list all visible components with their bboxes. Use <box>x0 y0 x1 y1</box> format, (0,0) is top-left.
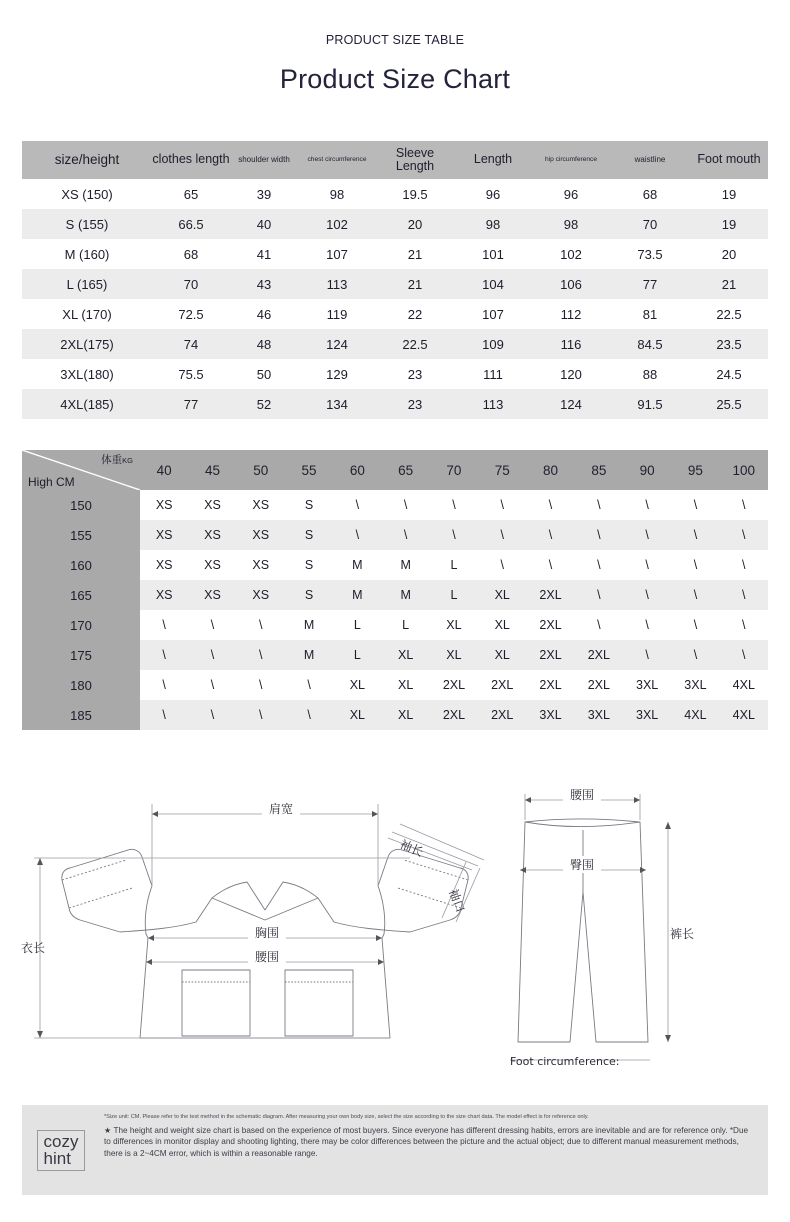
size-table-col-header: size/height <box>54 151 120 167</box>
table-row <box>22 550 768 580</box>
recommended-size-cell: 4XL <box>720 670 768 700</box>
recommended-size-cell: M <box>285 610 333 640</box>
recommended-size-cell: XL <box>333 670 381 700</box>
recommended-size-cell: \ <box>285 670 333 700</box>
measurement-cell: 106 <box>560 276 582 292</box>
table-row <box>22 179 768 209</box>
measurement-cell: 77 <box>183 396 199 412</box>
measurement-cell: 46 <box>256 306 272 322</box>
size-label-cell: L (165) <box>66 276 108 292</box>
recommended-size-cell: \ <box>720 490 768 520</box>
recommended-size-cell: \ <box>575 580 623 610</box>
measurement-cell: 23 <box>407 396 423 412</box>
recommended-size-cell: M <box>382 550 430 580</box>
recommended-size-cell: 2XL <box>526 640 574 670</box>
table-row <box>22 640 768 670</box>
measurement-cell: 134 <box>326 396 348 412</box>
recommended-size-cell: S <box>285 580 333 610</box>
measurement-cell: 124 <box>326 336 348 352</box>
weight-column-header: 75 <box>494 462 510 478</box>
recommended-size-cell: \ <box>526 490 574 520</box>
footer-note-size-unit: *Size unit: CM. Please refer to the test method in the schematic diagram. After measuring your own body size, select the size according to the size chart data. The model effect is for reference only. <box>104 1114 589 1120</box>
size-label-cell: 2XL(175) <box>60 336 114 352</box>
recommended-size-cell: 2XL <box>526 610 574 640</box>
recommended-size-cell: 3XL <box>623 670 671 700</box>
label-shoulder-width: 肩宽 <box>268 802 294 816</box>
measurement-cell: 40 <box>256 216 272 232</box>
brand-logo-line2: hint <box>43 1148 71 1168</box>
recommended-size-cell: S <box>285 490 333 520</box>
footer-note-disclaimer: ★ The height and weight size chart is based on the experience of most buyers. Since everyone has different dressing habits, errors are inevitable and are for reference only. *Due to differences in monitor display and shooting lighting, there may be color differences between the picture and the actual object; due to different manual measurement methods, there is a 2~4CM error, which is within a reasonable range. <box>104 1125 749 1159</box>
height-axis-label: High CM <box>28 475 75 489</box>
recommended-size-cell: S <box>285 520 333 550</box>
size-label-cell: M (160) <box>64 246 110 262</box>
recommend-table-header <box>22 450 768 490</box>
size-table-header-row <box>22 141 768 179</box>
measurement-cell: 73.5 <box>637 246 663 262</box>
measurement-cell: 20 <box>721 246 737 262</box>
table-row <box>22 269 768 299</box>
weight-column-header: 90 <box>639 462 655 478</box>
recommended-size-cell: \ <box>188 610 236 640</box>
recommended-size-cell: \ <box>671 490 719 520</box>
measurement-cell: 104 <box>482 276 504 292</box>
measurement-cell: 98 <box>329 186 345 202</box>
table-row <box>22 299 768 329</box>
weight-column-header: 60 <box>349 462 365 478</box>
weight-axis-text: 体重 <box>101 454 123 466</box>
measurement-cell: 19.5 <box>402 186 428 202</box>
size-table-col-header: Foot mouth <box>697 152 761 167</box>
weight-column-header: 70 <box>446 462 462 478</box>
shirt-dimension-lines <box>34 804 484 1038</box>
recommended-size-cell: 3XL <box>575 700 623 730</box>
measurement-cell: 75.5 <box>178 366 204 382</box>
weight-column-header: 50 <box>253 462 269 478</box>
recommended-size-cell: \ <box>237 640 285 670</box>
measurement-cell: 124 <box>560 396 582 412</box>
recommended-size-cell: \ <box>671 550 719 580</box>
recommended-size-cell: \ <box>188 640 236 670</box>
table-row <box>22 670 768 700</box>
measurement-cell: 91.5 <box>637 396 663 412</box>
recommended-size-cell: 2XL <box>526 580 574 610</box>
recommended-size-cell: 2XL <box>430 700 478 730</box>
recommended-size-cell: \ <box>430 520 478 550</box>
measurement-cell: 21 <box>407 276 423 292</box>
recommended-size-cell: \ <box>333 520 381 550</box>
recommended-size-cell: \ <box>478 490 526 520</box>
recommended-size-cell: XL <box>430 640 478 670</box>
measurement-cell: 22.5 <box>716 306 742 322</box>
measurement-cell: 81 <box>642 306 658 322</box>
measurement-cell: 113 <box>326 276 348 292</box>
label-chest: 胸围 <box>254 926 280 940</box>
recommended-size-cell: \ <box>526 520 574 550</box>
measurement-cell: 66.5 <box>178 216 204 232</box>
measurement-cell: 21 <box>407 246 423 262</box>
recommended-size-cell: XL <box>382 670 430 700</box>
recommended-size-cell: L <box>430 580 478 610</box>
recommended-size-cell: \ <box>671 520 719 550</box>
recommended-size-cell: \ <box>140 670 188 700</box>
recommended-size-cell: XS <box>188 580 236 610</box>
recommended-size-cell: XS <box>237 580 285 610</box>
label-hip: 臀围 <box>569 858 595 872</box>
recommended-size-cell: XL <box>333 700 381 730</box>
recommended-size-cell: \ <box>623 580 671 610</box>
measurement-cell: 43 <box>256 276 272 292</box>
table-row <box>22 239 768 269</box>
table-row <box>22 580 768 610</box>
recommended-size-cell: \ <box>237 700 285 730</box>
table-row <box>22 520 768 550</box>
recommended-size-cell: L <box>333 610 381 640</box>
recommended-size-cell: 4XL <box>671 700 719 730</box>
weight-column-header: 80 <box>543 462 559 478</box>
measurement-cell: 111 <box>483 366 503 382</box>
size-table-container <box>22 141 768 419</box>
recommended-size-cell: \ <box>575 610 623 640</box>
measurement-cell: 112 <box>560 306 582 322</box>
recommended-size-cell: \ <box>575 520 623 550</box>
size-label-cell: 3XL(180) <box>60 366 114 382</box>
height-row-header: 180 <box>22 670 140 700</box>
recommended-size-cell: \ <box>140 640 188 670</box>
size-table-col-header: waistline <box>634 154 666 164</box>
table-row <box>22 700 768 730</box>
measurement-cell: 21 <box>721 276 737 292</box>
recommended-size-cell: 2XL <box>526 670 574 700</box>
measurement-cell: 98 <box>485 216 501 232</box>
recommended-size-cell: \ <box>333 490 381 520</box>
recommended-size-cell: 3XL <box>526 700 574 730</box>
recommended-size-cell: M <box>333 550 381 580</box>
recommended-size-cell: \ <box>720 550 768 580</box>
measurement-cell: 129 <box>326 366 348 382</box>
measurement-cell: 25.5 <box>716 396 742 412</box>
recommended-size-cell: L <box>333 640 381 670</box>
recommended-size-cell: \ <box>623 640 671 670</box>
measurement-cell: 24.5 <box>716 366 742 382</box>
measurement-cell: 39 <box>256 186 272 202</box>
recommended-size-cell: XS <box>237 520 285 550</box>
recommend-table <box>22 450 768 730</box>
size-table-col-header: clothes length <box>152 152 230 167</box>
measurement-cell: 22.5 <box>402 336 428 352</box>
recommended-size-cell: \ <box>623 490 671 520</box>
measurement-cell: 120 <box>560 366 582 382</box>
measurement-cell: 20 <box>407 216 423 232</box>
recommended-size-cell: \ <box>188 670 236 700</box>
weight-column-header: 55 <box>301 462 317 478</box>
recommended-size-cell: \ <box>382 520 430 550</box>
table-row <box>22 610 768 640</box>
recommend-table-corner-cell <box>22 450 140 490</box>
measurement-cell: 113 <box>482 396 504 412</box>
page-kicker: PRODUCT SIZE TABLE <box>325 33 465 47</box>
recommended-size-cell: \ <box>478 550 526 580</box>
recommended-size-cell: L <box>382 610 430 640</box>
recommended-size-cell: XL <box>478 640 526 670</box>
recommended-size-cell: \ <box>575 550 623 580</box>
footer-note <box>22 1105 768 1195</box>
measurement-cell: 109 <box>482 336 504 352</box>
recommended-size-cell: \ <box>623 610 671 640</box>
recommended-size-cell: \ <box>623 520 671 550</box>
recommended-size-cell: \ <box>720 640 768 670</box>
recommended-size-cell: \ <box>285 700 333 730</box>
measurement-cell: 52 <box>256 396 272 412</box>
table-row <box>22 329 768 359</box>
recommended-size-cell: 4XL <box>720 700 768 730</box>
recommended-size-cell: XL <box>382 700 430 730</box>
weight-column-header: 65 <box>398 462 414 478</box>
recommended-size-cell: XS <box>140 520 188 550</box>
size-table-col-header: hip circumference <box>544 155 598 163</box>
label-sleeve-length: 袖长 <box>397 837 426 860</box>
recommended-size-cell: 2XL <box>478 670 526 700</box>
measurement-cell: 102 <box>326 216 348 232</box>
recommended-size-cell: L <box>430 550 478 580</box>
height-row-header: 155 <box>22 520 140 550</box>
shirt-diagram <box>62 849 468 1044</box>
measurement-cell: 19 <box>721 216 737 232</box>
recommended-size-cell: \ <box>188 700 236 730</box>
measurement-cell: 70 <box>183 276 199 292</box>
size-table-col-header: chest circumference <box>307 155 367 163</box>
weight-column-header: 40 <box>156 462 172 478</box>
measurement-cell: 98 <box>563 216 579 232</box>
weight-column-header: 100 <box>732 462 756 478</box>
recommended-size-cell: \ <box>430 490 478 520</box>
size-table-header <box>22 141 768 179</box>
measurement-cell: 68 <box>642 186 658 202</box>
height-row-header: 150 <box>22 490 140 520</box>
recommended-size-cell: 2XL <box>478 700 526 730</box>
recommended-size-cell: \ <box>720 580 768 610</box>
recommended-size-cell: \ <box>140 700 188 730</box>
size-table <box>22 141 768 419</box>
label-cuff: 袖口 <box>446 886 468 915</box>
measurement-cell: 74 <box>183 336 199 352</box>
recommended-size-cell: \ <box>526 550 574 580</box>
height-row-header: 165 <box>22 580 140 610</box>
measurement-cell: 101 <box>482 246 504 262</box>
weight-axis-label <box>101 452 133 467</box>
recommended-size-cell: 2XL <box>430 670 478 700</box>
recommended-size-cell: XL <box>478 580 526 610</box>
recommended-size-cell: 2XL <box>575 670 623 700</box>
label-waist-top: 腰围 <box>254 950 280 964</box>
table-row <box>22 490 768 520</box>
recommended-size-cell: XS <box>140 580 188 610</box>
measurement-cell: 107 <box>326 246 348 262</box>
measurement-cell: 102 <box>560 246 582 262</box>
diagram-svg <box>0 742 790 1092</box>
size-label-cell: S (155) <box>65 216 109 232</box>
recommended-size-cell: XL <box>430 610 478 640</box>
recommended-size-cell: XS <box>237 490 285 520</box>
measurement-cell: 22 <box>407 306 423 322</box>
height-row-header: 185 <box>22 700 140 730</box>
measurement-cell: 72.5 <box>178 306 204 322</box>
weight-axis-unit: KG <box>122 456 134 465</box>
measurement-cell: 68 <box>183 246 199 262</box>
page-title: Product Size Chart <box>279 64 511 94</box>
recommended-size-cell: S <box>285 550 333 580</box>
recommended-size-cell: M <box>285 640 333 670</box>
recommended-size-cell: \ <box>671 640 719 670</box>
recommended-size-cell: XS <box>140 550 188 580</box>
size-label-cell: XL (170) <box>62 306 112 322</box>
size-table-col-header: shoulder width <box>238 154 290 164</box>
measurement-cell: 84.5 <box>637 336 663 352</box>
recommended-size-cell: XL <box>478 610 526 640</box>
label-pant-length: 裤长 <box>669 927 695 941</box>
height-row-header: 170 <box>22 610 140 640</box>
recommended-size-cell: XL <box>382 640 430 670</box>
size-table-body <box>22 179 768 419</box>
measurement-cell: 70 <box>642 216 658 232</box>
table-row <box>22 209 768 239</box>
table-row <box>22 389 768 419</box>
recommended-size-cell: \ <box>623 550 671 580</box>
recommend-table-container <box>22 450 768 730</box>
recommended-size-cell: \ <box>671 580 719 610</box>
measurement-cell: 96 <box>485 186 501 202</box>
recommended-size-cell: XS <box>188 550 236 580</box>
measurement-cell: 107 <box>482 306 504 322</box>
measurement-cell: 77 <box>642 276 658 292</box>
weight-column-header: 95 <box>687 462 703 478</box>
recommended-size-cell: \ <box>575 490 623 520</box>
measurement-cell: 41 <box>256 246 272 262</box>
recommended-size-cell: 2XL <box>575 640 623 670</box>
recommended-size-cell: \ <box>720 520 768 550</box>
label-foot-circumference: Foot circumference: <box>510 1055 620 1068</box>
measurement-cell: 23 <box>407 366 423 382</box>
measurement-diagrams <box>0 742 790 1092</box>
measurement-cell: 23.5 <box>716 336 742 352</box>
weight-column-header: 45 <box>204 462 220 478</box>
measurement-cell: 65 <box>183 186 199 202</box>
recommended-size-cell: XS <box>188 520 236 550</box>
recommended-size-cell: XS <box>188 490 236 520</box>
table-row <box>22 359 768 389</box>
recommended-size-cell: XS <box>237 550 285 580</box>
weight-column-header: 85 <box>591 462 607 478</box>
recommended-size-cell: \ <box>382 490 430 520</box>
size-label-cell: XS (150) <box>61 186 113 202</box>
size-table-col-header: Length <box>473 152 513 167</box>
recommended-size-cell: \ <box>671 610 719 640</box>
pants-diagram <box>518 819 648 1042</box>
brand-logo-line1: cozy <box>43 1131 79 1151</box>
measurement-cell: 116 <box>560 336 582 352</box>
recommended-size-cell: M <box>382 580 430 610</box>
recommended-size-cell: \ <box>237 610 285 640</box>
height-row-header: 160 <box>22 550 140 580</box>
recommend-table-header-row <box>22 450 768 490</box>
recommended-size-cell: 3XL <box>623 700 671 730</box>
label-clothes-length: 衣长 <box>20 941 46 955</box>
measurement-cell: 19 <box>721 186 737 202</box>
recommended-size-cell: \ <box>478 520 526 550</box>
size-label-cell: 4XL(185) <box>60 396 114 412</box>
recommend-table-body <box>22 490 768 730</box>
recommended-size-cell: \ <box>140 610 188 640</box>
measurement-cell: 88 <box>642 366 658 382</box>
recommended-size-cell: M <box>333 580 381 610</box>
label-pants-waist: 腰围 <box>569 788 595 802</box>
recommended-size-cell: 3XL <box>671 670 719 700</box>
recommended-size-cell: \ <box>237 670 285 700</box>
recommended-size-cell: XS <box>140 490 188 520</box>
measurement-cell: 119 <box>326 306 348 322</box>
measurement-cell: 96 <box>563 186 579 202</box>
measurement-cell: 50 <box>256 366 272 382</box>
brand-logo <box>22 1105 100 1195</box>
recommended-size-cell: \ <box>720 610 768 640</box>
size-table-col-header: Sleeve Length <box>395 145 435 173</box>
measurement-cell: 48 <box>256 336 272 352</box>
height-row-header: 175 <box>22 640 140 670</box>
footer-text-block <box>100 1105 768 1195</box>
